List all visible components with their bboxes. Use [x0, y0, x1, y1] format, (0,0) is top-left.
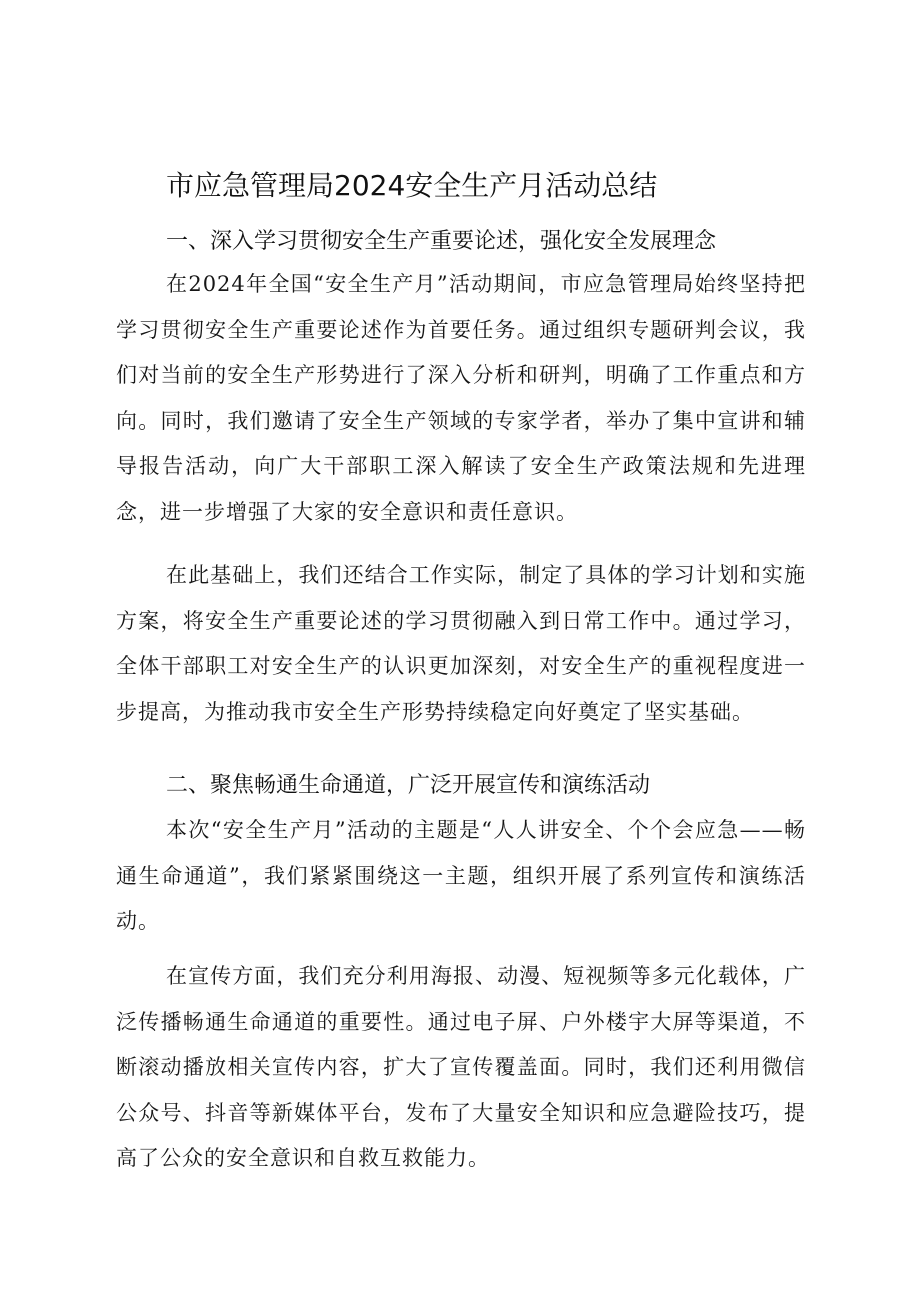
document-title: 市应急管理局2024安全生产月活动总结 [166, 169, 658, 202]
section-2-paragraph-1: 本次“安全生产月”活动的主题是“人人讲安全、个个会应急——畅通生命通道”，我们紧紧围绕这一主题，组织开展了系列宣传和演练活动。 [116, 818, 806, 933]
section-2-paragraph-2: 在宣传方面，我们充分利用海报、动漫、短视频等多元化载体，广泛传播畅通生命通道的重要性。通过电子屏、户外楼宇大屏等渠道，不断滚动播放相关宣传内容，扩大了宣传覆盖面。同时，我们还利用微信公众号、抖音等新媒体平台，发布了大量安全知识和应急避险技巧，提高了公众的安全意识和自救互救能力。 [116, 964, 806, 1170]
section-1-paragraph-1: 在2024年全国“安全生产月”活动期间，市应急管理局始终坚持把学习贯彻安全生产重要论述作为首要任务。通过组织专题研判会议，我们对当前的安全生产形势进行了深入分析和研判，明确了工作重点和方向。同时，我们邀请了安全生产领域的专家学者，举办了集中宣讲和辅导报告活动，向广大干部职工深入解读了安全生产政策法规和先进理念，进一步增强了大家的安全意识和责任意识。 [116, 272, 806, 524]
section-2-heading: 二、聚焦畅通生命通道，广泛开展宣传和演练活动 [166, 773, 651, 798]
section-1-heading: 一、深入学习贯彻安全生产重要论述，强化安全发展理念 [166, 229, 717, 254]
section-1-paragraph-2: 在此基础上，我们还结合工作实际，制定了具体的学习计划和实施方案，将安全生产重要论述的学习贯彻融入到日常工作中。通过学习，全体干部职工对安全生产的认识更加深刻，对安全生产的重视程度进一步提高，为推动我市安全生产形势持续稳定向好奠定了坚实基础。 [116, 563, 806, 724]
